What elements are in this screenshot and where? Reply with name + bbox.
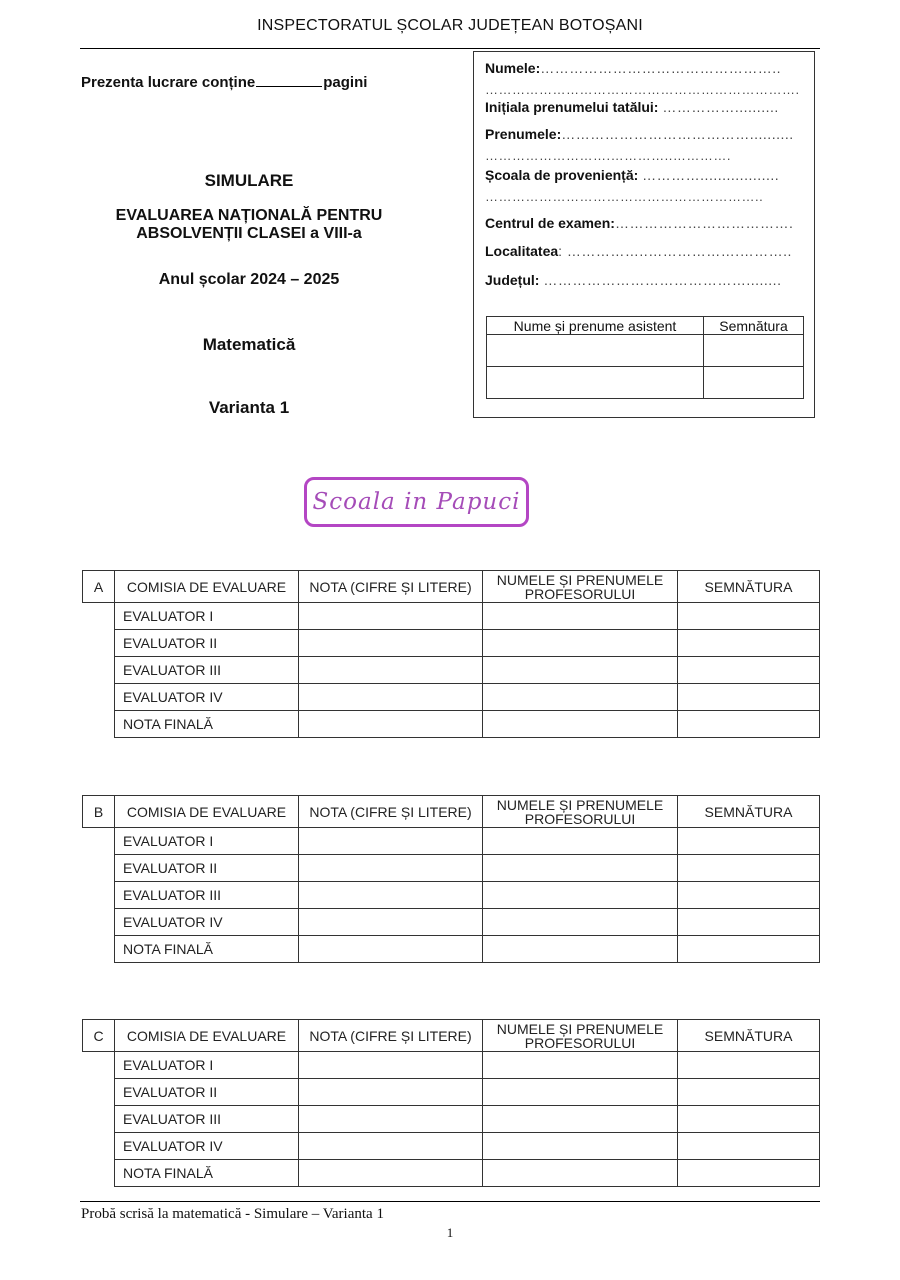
evaluator-row xyxy=(83,828,820,855)
row-spacer xyxy=(83,1079,115,1106)
name-label: Numele: xyxy=(485,60,541,76)
grade-cell[interactable] xyxy=(299,603,483,630)
evaluator-label: EVALUATOR II xyxy=(115,630,299,657)
footer-divider xyxy=(80,1201,820,1202)
evaluator-label: EVALUATOR II xyxy=(115,1079,299,1106)
subject-title: Matematică xyxy=(202,335,296,354)
section-letter: A xyxy=(83,571,115,603)
commission-header: COMISIA DE EVALUARE xyxy=(115,1020,299,1052)
teacher-name-header: NUMELE ȘI PRENUMELE PROFESORULUI xyxy=(483,796,678,828)
evaluator-row xyxy=(83,1052,820,1079)
evaluator-row xyxy=(83,1160,820,1187)
evaluator-label: EVALUATOR I xyxy=(115,1052,299,1079)
candidate-id-box xyxy=(473,51,815,418)
evaluator-label: EVALUATOR IV xyxy=(115,1133,299,1160)
teacher-name-cell[interactable] xyxy=(483,1133,678,1160)
evaluator-row xyxy=(83,630,820,657)
row-spacer xyxy=(83,684,115,711)
signature-cell[interactable] xyxy=(678,1052,820,1079)
signature-cell[interactable] xyxy=(678,1079,820,1106)
assistant-table xyxy=(486,316,804,399)
teacher-name-cell[interactable] xyxy=(483,936,678,963)
assistant-signature-header: Semnătura xyxy=(704,317,804,335)
evaluator-row xyxy=(83,1079,820,1106)
row-spacer xyxy=(83,1160,115,1187)
signature-header: SEMNĂTURA xyxy=(678,571,820,603)
exam-center-field[interactable]: Centrul de examen:………………………………. xyxy=(485,215,794,231)
signature-cell[interactable] xyxy=(678,936,820,963)
evaluator-row xyxy=(83,1106,820,1133)
grade-cell[interactable] xyxy=(299,1052,483,1079)
signature-cell[interactable] xyxy=(678,603,820,630)
row-spacer xyxy=(83,711,115,738)
exam-title-line1: EVALUAREA NAȚIONALĂ PENTRU xyxy=(115,207,383,224)
grade-cell[interactable] xyxy=(299,684,483,711)
grade-cell[interactable] xyxy=(299,828,483,855)
school-label: Școala de proveniență: xyxy=(485,167,639,183)
evaluator-row xyxy=(83,657,820,684)
county-label: Județul: xyxy=(485,272,540,288)
assistant-name-cell[interactable] xyxy=(487,335,704,367)
signature-cell[interactable] xyxy=(678,828,820,855)
grade-header: NOTA (CIFRE ȘI LITERE) xyxy=(299,796,483,828)
signature-cell[interactable] xyxy=(678,1160,820,1187)
page-count-prefix: Prezenta lucrare conține xyxy=(81,74,256,91)
signature-header: SEMNĂTURA xyxy=(678,796,820,828)
row-spacer xyxy=(83,1106,115,1133)
scoala-in-papuci-logo xyxy=(304,477,529,527)
simulare-heading: SIMULARE xyxy=(204,171,294,190)
signature-header: SEMNĂTURA xyxy=(678,1020,820,1052)
page-number: 1 xyxy=(446,1225,454,1240)
first-name-field[interactable]: Prenumele:………………………………….......... xyxy=(485,126,794,142)
teacher-name-cell[interactable] xyxy=(483,657,678,684)
row-spacer xyxy=(83,909,115,936)
evaluator-row xyxy=(83,882,820,909)
signature-cell[interactable] xyxy=(678,882,820,909)
locality-label: Localitatea xyxy=(485,243,559,259)
teacher-name-cell[interactable] xyxy=(483,603,678,630)
school-field[interactable]: Școala de proveniență: ………….................. xyxy=(485,167,780,183)
page-count-blank[interactable] xyxy=(256,72,322,87)
signature-cell[interactable] xyxy=(678,1133,820,1160)
evaluator-label: NOTA FINALĂ xyxy=(115,711,299,738)
row-spacer xyxy=(83,603,115,630)
teacher-name-cell[interactable] xyxy=(483,711,678,738)
grade-header: NOTA (CIFRE ȘI LITERE) xyxy=(299,571,483,603)
commission-header: COMISIA DE EVALUARE xyxy=(115,796,299,828)
teacher-name-header: NUMELE ȘI PRENUMELE PROFESORULUI xyxy=(483,571,678,603)
school-year: Anul școlar 2024 – 2025 xyxy=(158,271,340,288)
assistant-signature-cell[interactable] xyxy=(704,335,804,367)
signature-cell[interactable] xyxy=(678,909,820,936)
name-field[interactable]: Numele:………………………………………….. xyxy=(485,60,782,76)
first-name-label: Prenumele: xyxy=(485,126,562,142)
grade-cell[interactable] xyxy=(299,1079,483,1106)
grade-header: NOTA (CIFRE ȘI LITERE) xyxy=(299,1020,483,1052)
first-name-continuation[interactable]: ……………………….…………..…………. xyxy=(485,148,731,163)
evaluator-label: EVALUATOR III xyxy=(115,1106,299,1133)
evaluator-row xyxy=(83,684,820,711)
page-count-line xyxy=(81,72,367,91)
row-spacer xyxy=(83,1133,115,1160)
header-title: INSPECTORATUL ȘCOLAR JUDEȚEAN BOTOȘANI xyxy=(257,17,643,34)
teacher-name-cell[interactable] xyxy=(483,909,678,936)
evaluator-label: EVALUATOR I xyxy=(115,828,299,855)
teacher-name-cell[interactable] xyxy=(483,1079,678,1106)
signature-cell[interactable] xyxy=(678,630,820,657)
row-spacer xyxy=(83,936,115,963)
evaluation-table-c xyxy=(82,1019,820,1187)
exam-title xyxy=(80,207,418,243)
evaluator-row xyxy=(83,603,820,630)
teacher-name-cell[interactable] xyxy=(483,882,678,909)
grade-cell[interactable] xyxy=(299,1160,483,1187)
row-spacer xyxy=(83,855,115,882)
grade-cell[interactable] xyxy=(299,855,483,882)
name-continuation[interactable]: ……………………………………………………………. xyxy=(485,82,800,97)
section-letter: B xyxy=(83,796,115,828)
row-spacer xyxy=(83,882,115,909)
footer-text: Probă scrisă la matematică - Simulare – Varianta 1 xyxy=(81,1206,384,1222)
signature-cell[interactable] xyxy=(678,657,820,684)
section-letter: C xyxy=(83,1020,115,1052)
teacher-name-header: NUMELE ȘI PRENUMELE PROFESORULUI xyxy=(483,1020,678,1052)
grade-cell[interactable] xyxy=(299,936,483,963)
grade-cell[interactable] xyxy=(299,657,483,684)
evaluation-table-b xyxy=(82,795,820,963)
logo-text: Scoala in Papuci xyxy=(312,489,521,515)
exam-title-line2: ABSOLVENȚII CLASEI a VIII-a xyxy=(136,225,362,242)
signature-cell[interactable] xyxy=(678,711,820,738)
grade-cell[interactable] xyxy=(299,909,483,936)
signature-cell[interactable] xyxy=(678,855,820,882)
evaluation-table-a xyxy=(82,570,820,738)
teacher-name-cell[interactable] xyxy=(483,630,678,657)
teacher-name-cell[interactable] xyxy=(483,855,678,882)
row-spacer xyxy=(83,828,115,855)
signature-cell[interactable] xyxy=(678,684,820,711)
evaluator-label: NOTA FINALĂ xyxy=(115,936,299,963)
evaluator-label: NOTA FINALĂ xyxy=(115,1160,299,1187)
evaluator-label: EVALUATOR IV xyxy=(115,909,299,936)
teacher-name-cell[interactable] xyxy=(483,1160,678,1187)
evaluator-row xyxy=(83,855,820,882)
evaluator-row xyxy=(83,936,820,963)
evaluator-label: EVALUATOR II xyxy=(115,855,299,882)
grade-cell[interactable] xyxy=(299,630,483,657)
evaluator-row xyxy=(83,909,820,936)
evaluator-label: EVALUATOR III xyxy=(115,882,299,909)
teacher-name-cell[interactable] xyxy=(483,1052,678,1079)
evaluator-row xyxy=(83,1133,820,1160)
father-initial-field[interactable]: Inițiala prenumelui tatălui: …………….......... xyxy=(485,99,779,115)
signature-cell[interactable] xyxy=(678,1106,820,1133)
assistant-signature-cell[interactable] xyxy=(704,367,804,399)
header-divider xyxy=(80,48,820,49)
teacher-name-cell[interactable] xyxy=(483,684,678,711)
page-count-suffix: pagini xyxy=(323,74,368,91)
evaluator-label: EVALUATOR I xyxy=(115,603,299,630)
assistant-name-cell[interactable] xyxy=(487,367,704,399)
locality-field[interactable]: Localitatea: ……………..……………….……….. xyxy=(485,243,792,259)
evaluator-row xyxy=(83,711,820,738)
grade-cell[interactable] xyxy=(299,1106,483,1133)
row-spacer xyxy=(83,630,115,657)
grade-cell[interactable] xyxy=(299,882,483,909)
evaluator-label: EVALUATOR III xyxy=(115,657,299,684)
school-continuation[interactable]: …………………………………………………….. xyxy=(485,189,764,204)
variant-title: Varianta 1 xyxy=(208,398,290,417)
commission-header: COMISIA DE EVALUARE xyxy=(115,571,299,603)
father-initial-label: Inițiala prenumelui tatălui: xyxy=(485,99,659,115)
grade-cell[interactable] xyxy=(299,711,483,738)
exam-center-label: Centrul de examen: xyxy=(485,215,615,231)
row-spacer xyxy=(83,1052,115,1079)
evaluator-label: EVALUATOR IV xyxy=(115,684,299,711)
county-field[interactable]: Județul: ……………………………………........ xyxy=(485,272,782,288)
grade-cell[interactable] xyxy=(299,1133,483,1160)
assistant-name-header: Nume și prenume asistent xyxy=(487,317,704,335)
teacher-name-cell[interactable] xyxy=(483,1106,678,1133)
row-spacer xyxy=(83,657,115,684)
teacher-name-cell[interactable] xyxy=(483,828,678,855)
